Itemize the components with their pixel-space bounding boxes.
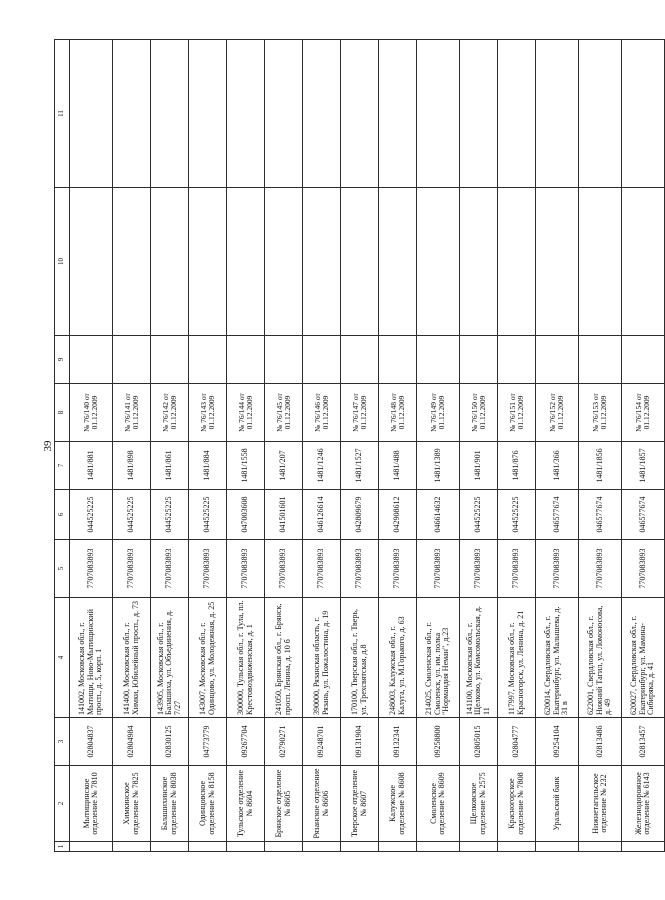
table-cell [579, 842, 622, 852]
table-row [227, 40, 265, 852]
table-cell: 044525225 [151, 490, 189, 540]
column-header-5: 5 [55, 540, 70, 598]
table-cell [460, 336, 498, 384]
table-cell: 7707083893 [341, 540, 379, 598]
table-cell: 02805015 [460, 718, 498, 766]
table-cell: 141400, Московская обл., г. Химки, Юбилейный просп., д. 73 [113, 598, 151, 718]
table-cell [151, 188, 189, 336]
table-cell [265, 40, 303, 188]
table-cell [536, 40, 579, 188]
table-cell: 02813486 [579, 718, 622, 766]
table-cell: № 76/142 от 01.12.2009 [151, 384, 189, 442]
scanned-table-area [54, 40, 656, 852]
table-cell [417, 40, 460, 188]
table-cell [341, 336, 379, 384]
table-cell: 7707083893 [303, 540, 341, 598]
table-cell: Тверское отделение № 8607 [341, 766, 379, 842]
table-cell [579, 40, 622, 188]
table-cell: Красногорское отделение № 7808 [498, 766, 536, 842]
table-cell: 042908612 [379, 490, 417, 540]
table-cell [498, 336, 536, 384]
rotated-table-wrapper [54, 40, 656, 852]
table-cell [227, 188, 265, 336]
table-row [113, 40, 151, 852]
table-cell: 300000, Тульская обл., г. Тула, пл. Крестовоздвиженская, д. 1 [227, 598, 265, 718]
column-header-7: 7 [55, 442, 70, 490]
table-cell [151, 336, 189, 384]
table-row [460, 40, 498, 852]
table-cell: № 76/140 от 01.12.2009 [70, 384, 113, 442]
column-header-1: 1 [55, 842, 70, 852]
table-cell [189, 336, 227, 384]
table-cell: № 76/153 от 01.12.2009 [579, 384, 622, 442]
table-cell [460, 842, 498, 852]
table-cell: № 76/147 от 01.12.2009 [341, 384, 379, 442]
table-cell: 046577674 [536, 490, 579, 540]
table-cell: Балашихинское отделение № 8038 [151, 766, 189, 842]
table-cell [379, 336, 417, 384]
table-cell: 1481/1856 [579, 442, 622, 490]
table-cell [498, 40, 536, 188]
table-cell: 02804984 [113, 718, 151, 766]
table-cell [189, 40, 227, 188]
table-cell [341, 842, 379, 852]
table-cell: Рязанское отделение № 8606 [303, 766, 341, 842]
table-cell: № 76/150 от 01.12.2009 [460, 384, 498, 442]
table-cell [227, 40, 265, 188]
column-header-2: 2 [55, 766, 70, 842]
table-cell: Уральский банк [536, 766, 579, 842]
table-cell [113, 40, 151, 188]
table-cell: 620027, Свердловская обл., г. Екатеринбург, ул. Мамина-Сибиряка, д. 41 [622, 598, 665, 718]
table-cell [417, 336, 460, 384]
table-cell: 1481/1558 [227, 442, 265, 490]
table-cell: 044525225 [70, 490, 113, 540]
table-cell [379, 842, 417, 852]
table-cell: 1481/881 [70, 442, 113, 490]
table-cell: № 76/154 от 01.12.2009 [622, 384, 665, 442]
table-cell [417, 188, 460, 336]
table-cell [303, 40, 341, 188]
table-cell: 7707083893 [151, 540, 189, 598]
table-cell: 214025, Смоленская обл., г. Смоленск, ул. им. полка "Нормандия Неман", д.23 [417, 598, 460, 718]
column-header-4: 4 [55, 598, 70, 718]
table-cell: № 76/141 от 01.12.2009 [113, 384, 151, 442]
table-row [579, 40, 622, 852]
column-header-10: 10 [55, 188, 70, 336]
table-cell: 7707083893 [460, 540, 498, 598]
table-cell: 1481/366 [536, 442, 579, 490]
table-cell [113, 188, 151, 336]
table-cell: 248003, Калужская обл., г. Калуга, ул. М.Горького, д. 63 [379, 598, 417, 718]
table-cell: Железнодорожное отделение № 6143 [622, 766, 665, 842]
table-row [417, 40, 460, 852]
table-cell: 044525225 [189, 490, 227, 540]
table-row [379, 40, 417, 852]
table-cell: 04773779 [189, 718, 227, 766]
column-header-9: 9 [55, 336, 70, 384]
table-cell: № 76/143 от 01.12.2009 [189, 384, 227, 442]
table-cell: 143905, Московская обл., г. Балашиха, ул. Объединения, д. 7/27 [151, 598, 189, 718]
table-cell: 02830125 [151, 718, 189, 766]
table-cell [70, 188, 113, 336]
table-cell: 09258800 [417, 718, 460, 766]
table-cell: 390000, Рязанская область, г. Рязань, ул. Пожалостина, д. 19 [303, 598, 341, 718]
table-cell [265, 188, 303, 336]
data-table [54, 39, 665, 852]
table-cell: 041501601 [265, 490, 303, 540]
table-cell: 046577674 [579, 490, 622, 540]
table-row [151, 40, 189, 852]
table-cell: 02804837 [70, 718, 113, 766]
page-number: 39 [42, 440, 54, 452]
table-cell: 046614632 [417, 490, 460, 540]
table-cell: № 76/151 от 01.12.2009 [498, 384, 536, 442]
table-row [303, 40, 341, 852]
table-cell [622, 40, 665, 188]
table-cell [151, 40, 189, 188]
table-cell: 1481/207 [265, 442, 303, 490]
table-cell: 7707083893 [227, 540, 265, 598]
table-cell: 7707083893 [265, 540, 303, 598]
table-cell [113, 842, 151, 852]
table-cell: Щелковское отделение № 2575 [460, 766, 498, 842]
table-cell: 1481/861 [151, 442, 189, 490]
table-row [536, 40, 579, 852]
table-cell [341, 40, 379, 188]
table-row [498, 40, 536, 852]
header-row [55, 40, 70, 852]
table-cell: 044525225 [498, 490, 536, 540]
table-cell [70, 842, 113, 852]
table-cell: 7707083893 [70, 540, 113, 598]
table-cell: 170100, Тверская обл., г. Тверь, ул. Трехсвятская, д.8 [341, 598, 379, 718]
table-cell: № 76/144 от 01.12.2009 [227, 384, 265, 442]
table-cell: Брянское отделение № 8605 [265, 766, 303, 842]
table-cell [536, 336, 579, 384]
table-cell [151, 842, 189, 852]
column-header-6: 6 [55, 490, 70, 540]
table-cell [189, 842, 227, 852]
table-cell: 117997, Московская обл., г. Красногорск, ул. Ленина, д. 21 [498, 598, 536, 718]
table-cell [622, 336, 665, 384]
table-cell [579, 336, 622, 384]
table-cell [70, 336, 113, 384]
table-row [189, 40, 227, 852]
table-cell: 1481/1389 [417, 442, 460, 490]
table-cell: 1481/1857 [622, 442, 665, 490]
table-cell [460, 188, 498, 336]
table-cell [622, 188, 665, 336]
table-cell [498, 842, 536, 852]
table-cell: № 76/148 от 01.12.2009 [379, 384, 417, 442]
table-cell [303, 842, 341, 852]
table-cell: Одинцовское отделение № 8158 [189, 766, 227, 842]
table-cell: 1481/488 [379, 442, 417, 490]
table-cell: 143007, Московская обл., г. Одинцово, ул. Молодежная, д. 25 [189, 598, 227, 718]
column-header-11: 11 [55, 40, 70, 188]
table-cell [379, 40, 417, 188]
table-cell: № 76/152 от 01.12.2009 [536, 384, 579, 442]
table-cell: 141100, Московская обл., г. Щелково, ул. Комсомольская, д. 11 [460, 598, 498, 718]
table-cell: 7707083893 [379, 540, 417, 598]
table-cell [579, 188, 622, 336]
table-cell: Калужское отделение № 8608 [379, 766, 417, 842]
table-cell: 02790271 [265, 718, 303, 766]
table-cell: 09254104 [536, 718, 579, 766]
table-cell: 7707083893 [536, 540, 579, 598]
table-cell: 241050, Брянская обл., г. Брянск, просп. Ленина, д. 10 б [265, 598, 303, 718]
table-cell: 620014, Свердловская обл., г. Екатеринбург, ул. Малышева, д. 31 в [536, 598, 579, 718]
table-cell: Тульское отделение № 8604 [227, 766, 265, 842]
table-cell [460, 40, 498, 188]
table-cell: 042809679 [341, 490, 379, 540]
table-cell [536, 842, 579, 852]
table-cell: 7707083893 [498, 540, 536, 598]
table-cell: 7707083893 [113, 540, 151, 598]
table-cell [303, 336, 341, 384]
table-cell: 1481/884 [189, 442, 227, 490]
table-cell [379, 188, 417, 336]
table-row [70, 40, 113, 852]
table-cell: 1481/1246 [303, 442, 341, 490]
table-cell [341, 188, 379, 336]
table-row [341, 40, 379, 852]
table-cell: Нижнетагильское отделение № 232 [579, 766, 622, 842]
table-cell: 09132341 [379, 718, 417, 766]
table-cell: № 76/149 от 01.12.2009 [417, 384, 460, 442]
table-cell: 09267704 [227, 718, 265, 766]
table-cell [536, 188, 579, 336]
table-cell: 622001, Свердловская обл., г. Нижний Тагил, ул. Ломоносова, д. 49 [579, 598, 622, 718]
table-cell: 1481/1527 [341, 442, 379, 490]
table-cell [265, 842, 303, 852]
table-cell: 141002, Московская обл., г. Мытищи, Ново-Мытищинский просп., д. 5, корп. 1 [70, 598, 113, 718]
table-cell: 09131904 [341, 718, 379, 766]
table-cell: 046577674 [622, 490, 665, 540]
table-cell [70, 40, 113, 188]
table-cell: 7707083893 [622, 540, 665, 598]
table-cell: 7707083893 [417, 540, 460, 598]
table-row [265, 40, 303, 852]
table-cell: 02804777 [498, 718, 536, 766]
table-cell [622, 842, 665, 852]
column-header-3: 3 [55, 718, 70, 766]
table-cell: № 76/146 от 01.12.2009 [303, 384, 341, 442]
table-cell [498, 188, 536, 336]
table-cell: 1481/901 [460, 442, 498, 490]
column-header-8: 8 [55, 384, 70, 442]
table-cell: 1481/876 [498, 442, 536, 490]
table-cell: Химкинское отделение № 7825 [113, 766, 151, 842]
table-cell [227, 842, 265, 852]
table-cell: 047003608 [227, 490, 265, 540]
table-cell: 046126614 [303, 490, 341, 540]
table-cell [417, 842, 460, 852]
table-cell: 09248701 [303, 718, 341, 766]
table-row [622, 40, 665, 852]
table-cell: 044525225 [113, 490, 151, 540]
table-cell: 02813457 [622, 718, 665, 766]
table-cell: 044525225 [460, 490, 498, 540]
table-cell: № 76/145 от 01.12.2009 [265, 384, 303, 442]
table-cell [265, 336, 303, 384]
table-cell [227, 336, 265, 384]
table-cell: Смоленское отделение № 8609 [417, 766, 460, 842]
table-cell [113, 336, 151, 384]
table-cell: Мытищинское отделение № 7810 [70, 766, 113, 842]
table-cell: 1481/898 [113, 442, 151, 490]
table-cell: 7707083893 [579, 540, 622, 598]
table-cell [189, 188, 227, 336]
table-cell: 7707083893 [189, 540, 227, 598]
table-cell [303, 188, 341, 336]
table-body [70, 40, 665, 852]
